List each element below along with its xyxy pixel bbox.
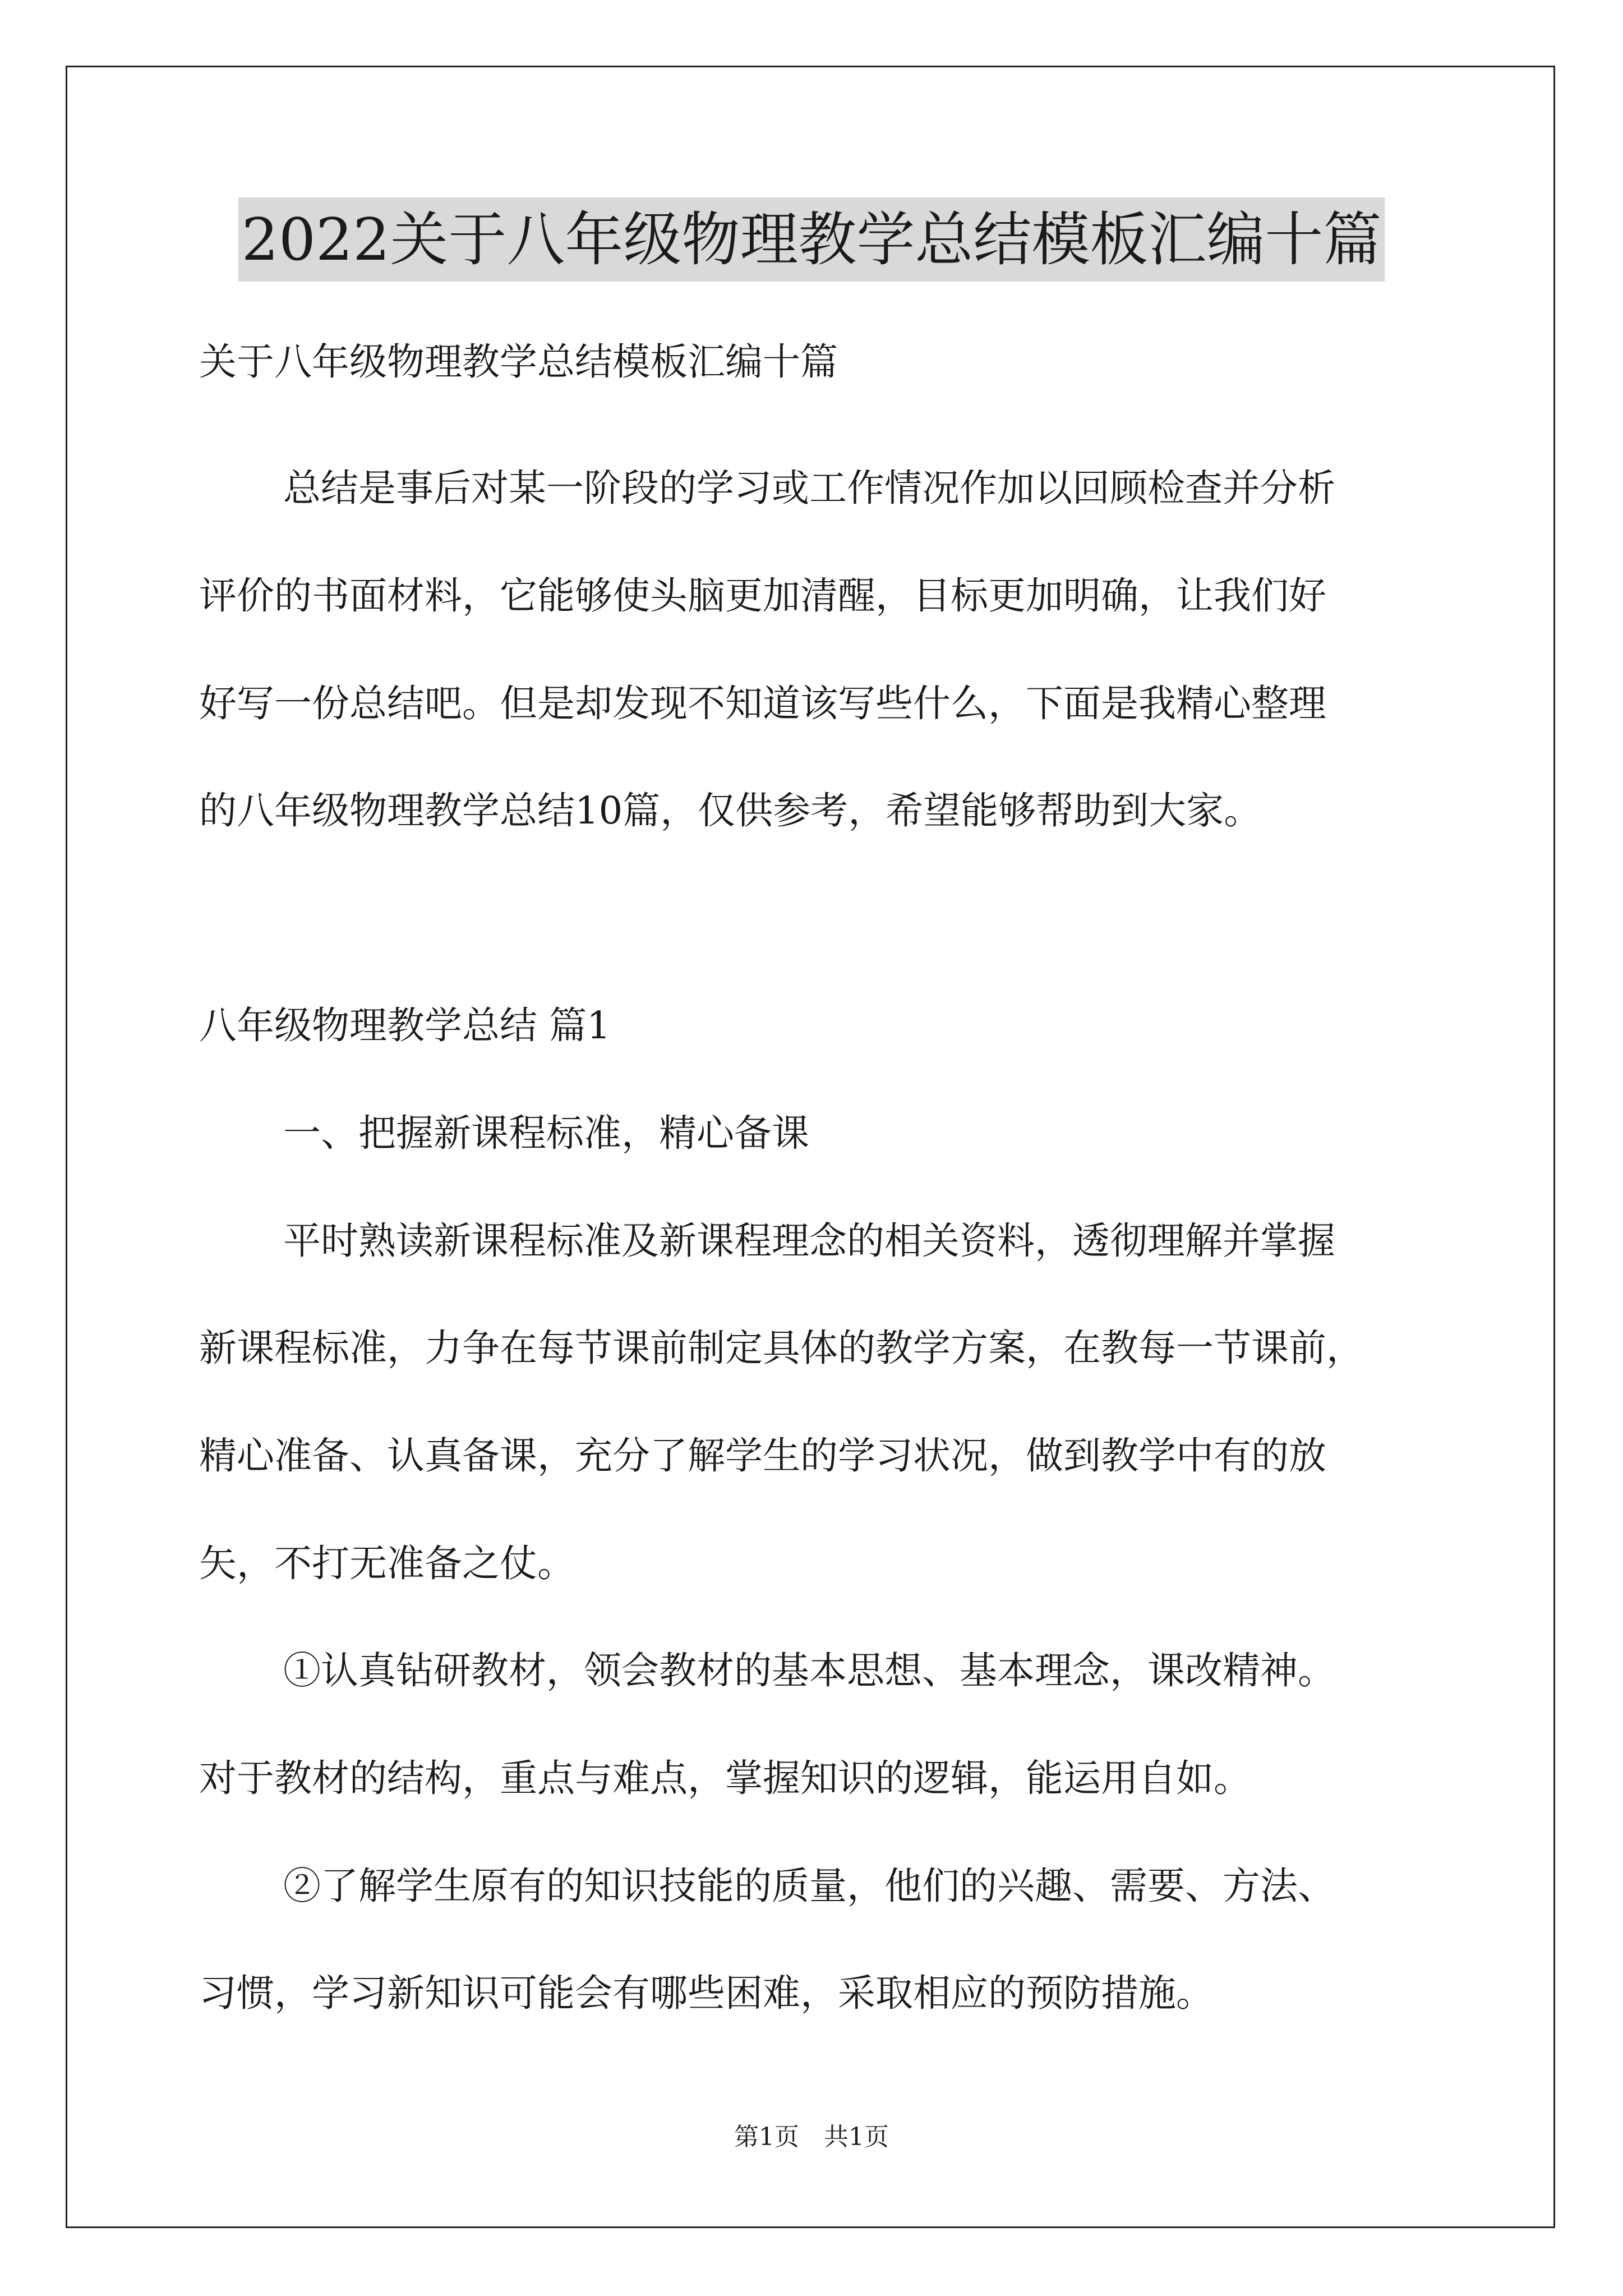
item-line: ②了解学生原有的知识技能的质量，他们的兴趣、需要、方法、 [283,1864,1335,1908]
point-heading: 一、把握新课程标准，精心备课 [283,1111,809,1155]
intro-line: 评价的书面材料，它能够使头脑更加清醒，目标更加明确，让我们好 [199,574,1326,618]
title-text: 2022关于八年级物理教学总结模板汇编十篇 [238,197,1385,282]
item-line: 对于教材的结构，重点与难点，掌握知识的逻辑，能运用自如。 [199,1756,1251,1800]
item-line: ①认真钻研教材，领会教材的基本思想、基本理念，课改精神。 [283,1649,1335,1692]
intro-line: 总结是事后对某一阶段的学习或工作情况作加以回顾检查并分析 [283,466,1335,510]
section-heading: 八年级物理教学总结 篇1 [199,1004,611,1047]
intro-line: 好写一份总结吧。但是却发现不知道该写些什么，下面是我精心整理 [199,682,1326,725]
paragraph-line: 新课程标准，力争在每节课前制定具体的教学方案，在教每一节课前， [199,1326,1364,1370]
page-footer [0,2120,1623,2154]
paragraph-line: 矢，不打无准备之仗。 [199,1542,575,1585]
subtitle: 关于八年级物理教学总结模板汇编十篇 [199,340,838,384]
paragraph-line: 平时熟读新课程标准及新课程理念的相关资料，透彻理解并掌握 [283,1219,1335,1263]
item-line: 习惯，学习新知识可能会有哪些困难，采取相应的预防措施。 [199,1971,1214,2015]
intro-line: 的八年级物理教学总结10篇，仅供参考，希望能够帮助到大家。 [199,789,1262,832]
page-number: 第1页 共1页 [734,2123,889,2151]
document-title [0,197,1623,282]
paragraph-line: 精心准备、认真备课，充分了解学生的学习状况，做到教学中有的放 [199,1434,1326,1478]
